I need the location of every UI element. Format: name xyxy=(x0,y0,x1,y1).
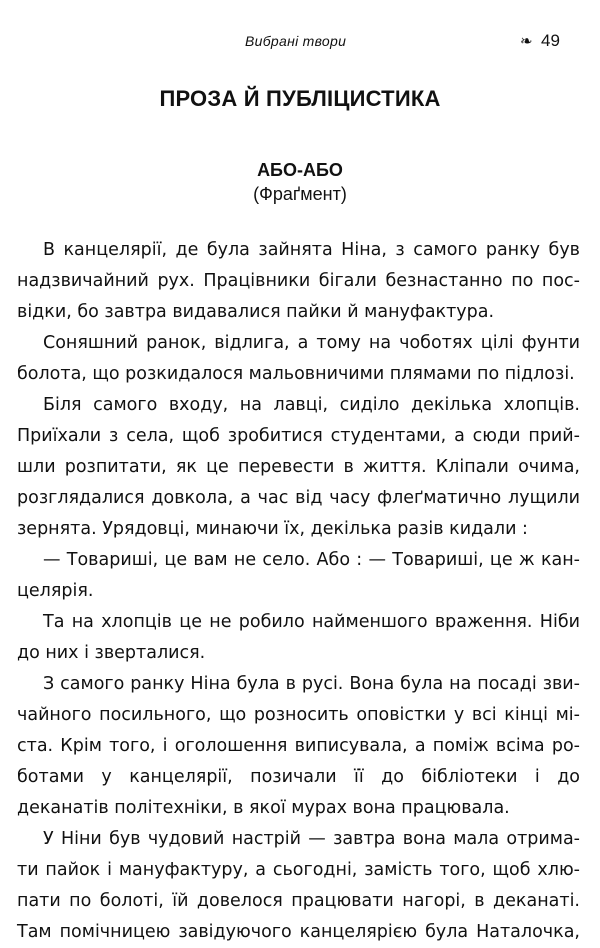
work-title: АБО-АБО xyxy=(257,160,343,180)
fleuron-icon: ❧ xyxy=(520,32,533,50)
page-number: 49 xyxy=(541,31,560,50)
text-line: Там помічницею завідуючого канцелярією була Наталочка, xyxy=(17,922,580,942)
work-subtitle: (Фраґмент) xyxy=(253,184,347,204)
text-line: В канцелярії, де була зайнята Ніна, з самого ранку був xyxy=(43,240,580,260)
running-head xyxy=(0,33,600,53)
section-title: ПРОЗА Й ПУБЛІЦИСТИКА xyxy=(159,86,441,111)
text-line: Та на хлопців це не робило найменшого враження. Ніби xyxy=(43,612,580,632)
text-line: болота, що розкидалося мальовничими плямами по підлозі. xyxy=(17,364,575,384)
running-title: Вибрані твори xyxy=(245,33,347,49)
text-line: ста. Крім того, і оголошення виписувала, а поміж всіма ро- xyxy=(17,736,580,756)
text-line: У Ніни був чудовий настрій — завтра вона мала отрима- xyxy=(43,829,580,849)
text-line: — Товариші, це вам не село. Або : — Товариші, це ж кан- xyxy=(43,550,580,570)
text-line: пати по болоті, їй довелося працювати нагорі, в деканаті. xyxy=(17,891,580,911)
text-line: деканатів політехніки, в якої мурах вона працювала. xyxy=(17,798,510,818)
text-line: шли розпитати, як це перевести в життя. Кліпали очима, xyxy=(17,457,580,477)
text-line: ботами у канцелярії, позичали її до бібліотеки і до xyxy=(17,767,580,787)
text-line: відки, бо завтра видавалися пайки й мануфактура. xyxy=(17,302,495,322)
body-text xyxy=(17,235,580,948)
text-line: чайного посильного, що розносить оповістки у всі кінці мі- xyxy=(17,705,580,725)
text-line: Приїхали з села, щоб зробитися студентами, а сюди прий- xyxy=(17,426,580,446)
text-line: З самого ранку Ніна була в русі. Вона була на посаді зви- xyxy=(43,674,580,694)
text-line: розглядалися довкола, а час від часу флеґматично лущили xyxy=(17,488,580,508)
text-line: целярія. xyxy=(17,581,94,601)
text-line: Соняшний ранок, відлига, а тому на чоботях цілі фунти xyxy=(43,333,580,353)
text-line: надзвичайний рух. Працівники бігали безнастанно по пос- xyxy=(17,271,580,291)
text-line: ти пайок і мануфактуру, а сьогодні, замість того, щоб хлю- xyxy=(17,860,580,880)
text-line: Біля самого входу, на лавці, сиділо декілька хлопців. xyxy=(43,395,580,415)
text-line: зернята. Урядовці, минаючи їх, декілька разів кидали : xyxy=(17,519,528,539)
text-line: до них і зверталися. xyxy=(17,643,206,663)
